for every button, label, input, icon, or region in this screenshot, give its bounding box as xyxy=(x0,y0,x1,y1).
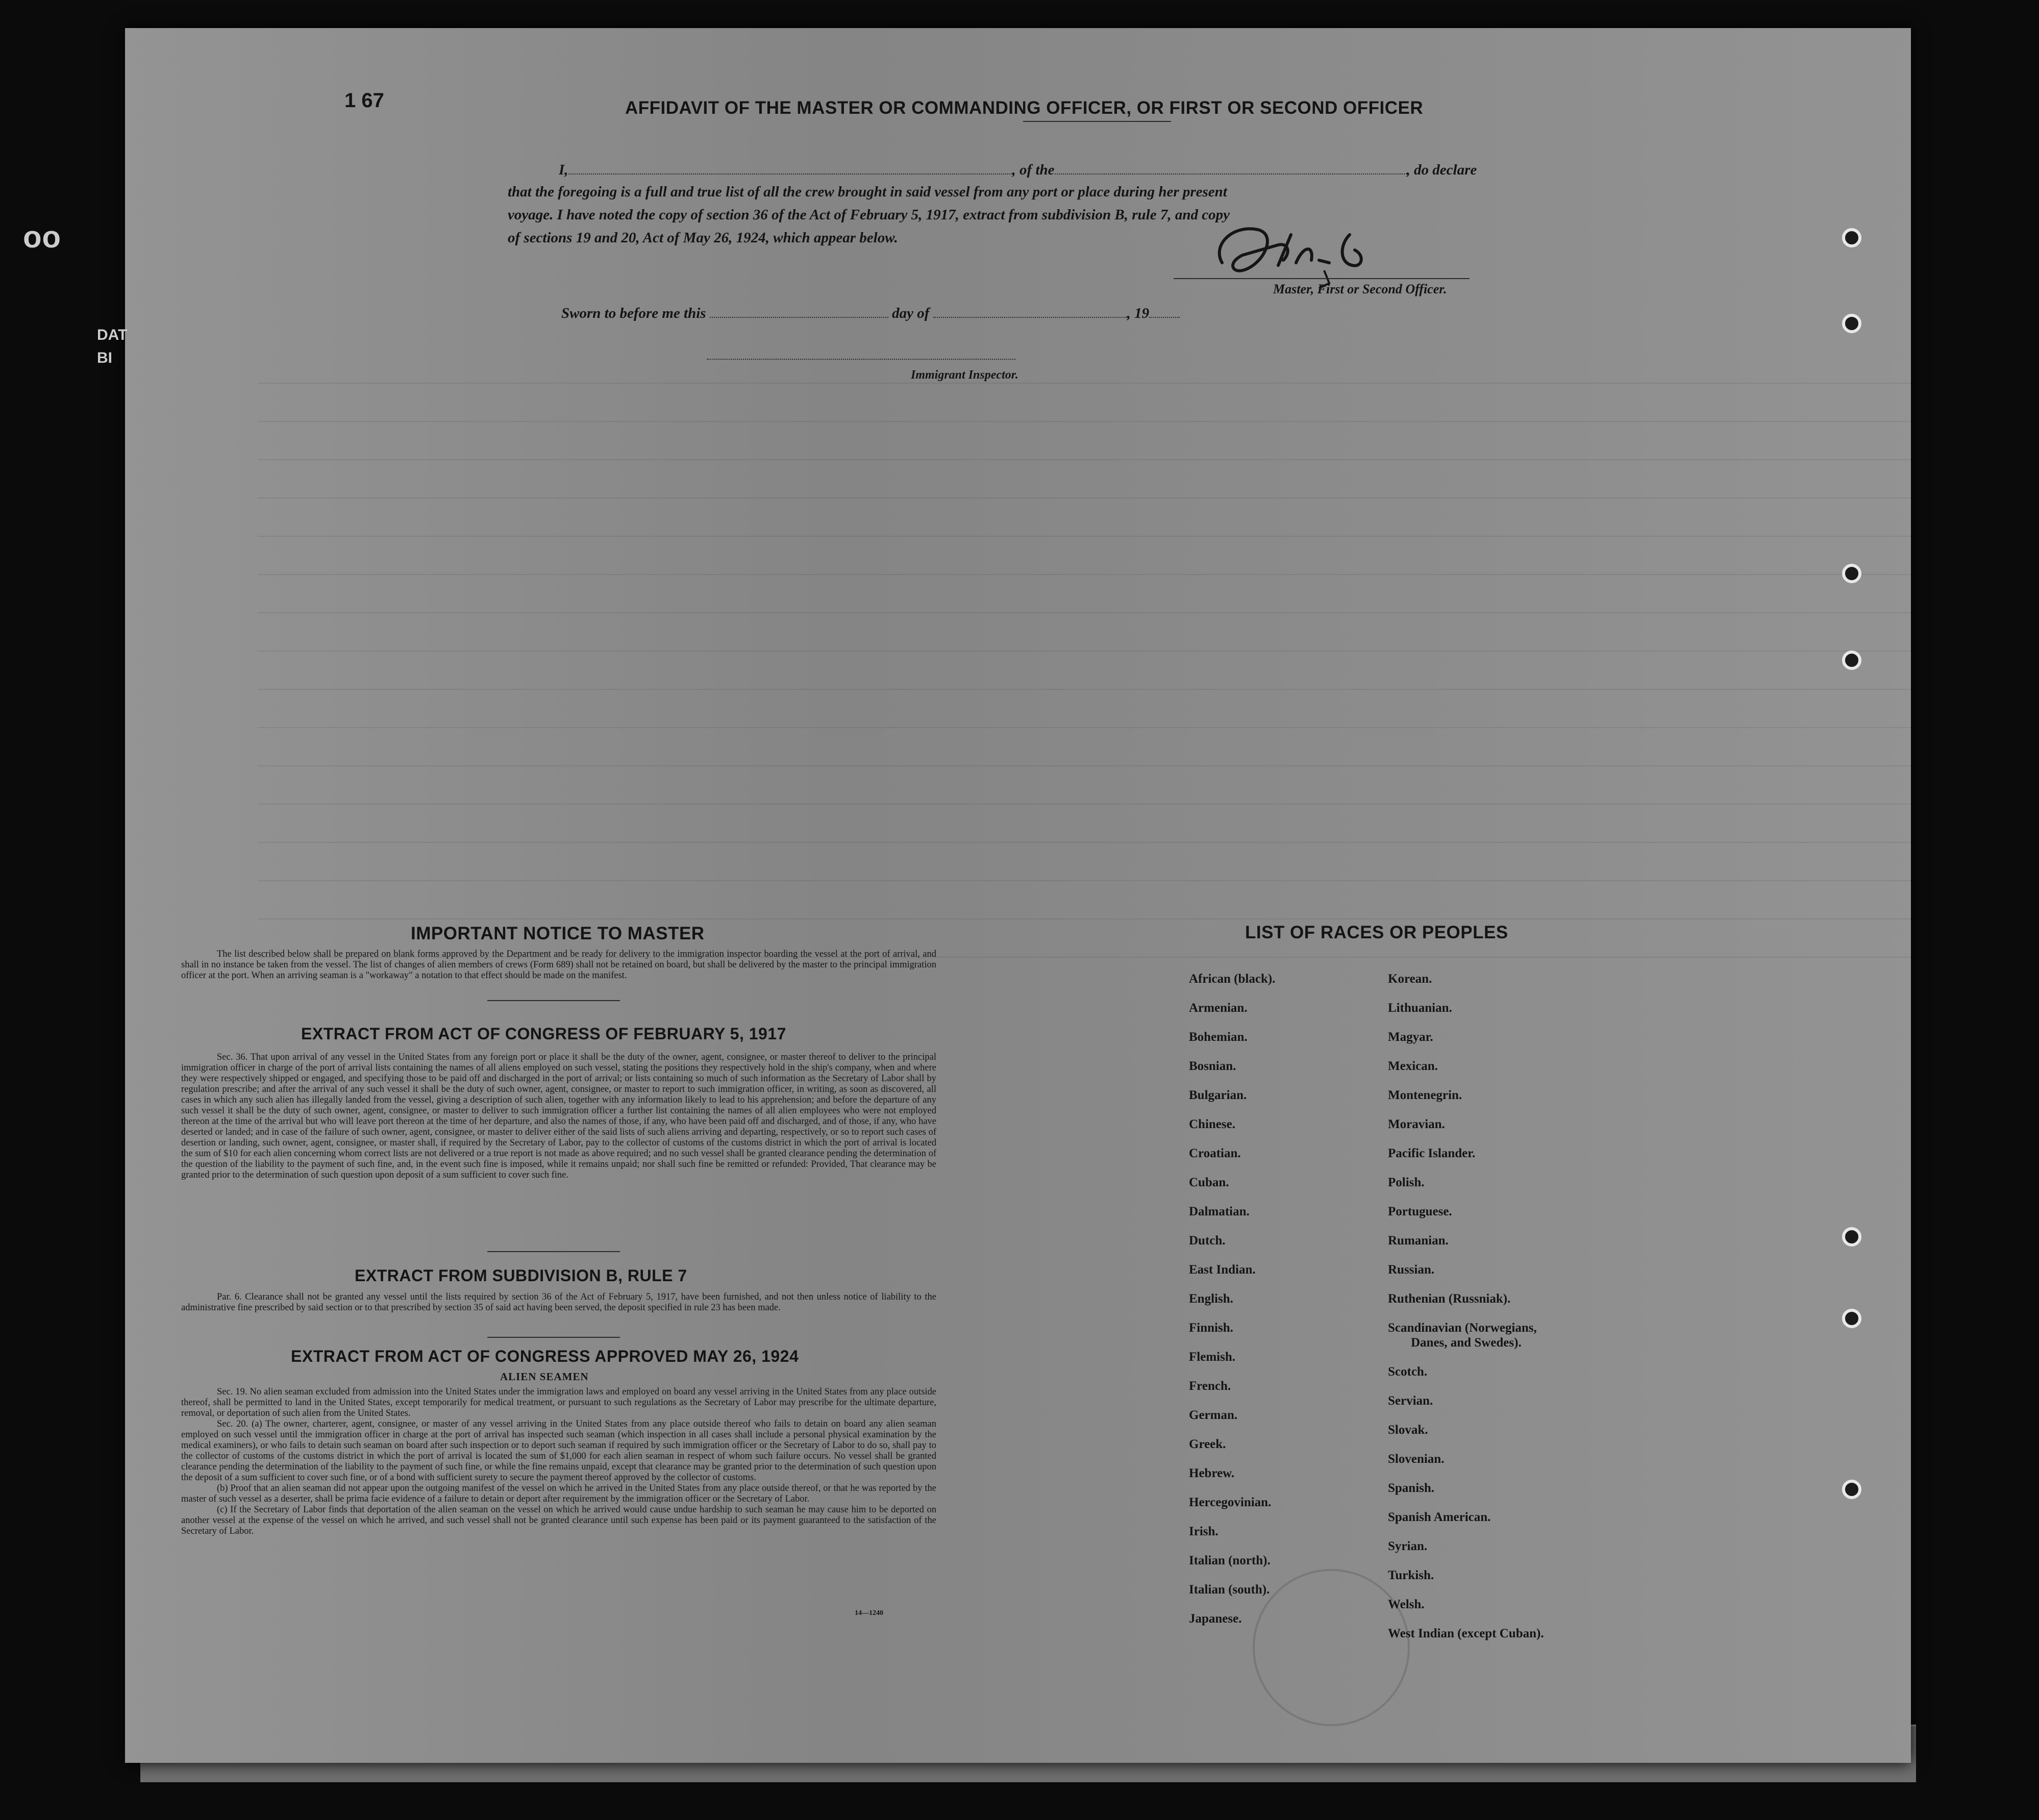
affidavit-line-4: of sections 19 and 20, Act of May 26, 1924, which appear below. xyxy=(508,230,898,246)
master-signature xyxy=(1202,214,1396,291)
notice-body: The list described below shall be prepared on blank forms approved by the Department and be ready for delivery to the immigration inspector boarding the vessel at the port of arrival, and shall in no instance be taken from the vessel. The list of changes of alien members of crews (Form 689) shall not be retained on board, but shall be delivered by the master to the principal immigration officer at the port. When an arriving seaman is a "workaway" a notation to that effect should be made on the manifest. xyxy=(181,949,936,981)
extract-rule7-body: Par. 6. Clearance shall not be granted any vessel until the lists required by section 36 of the Act of February 5, 1917, have been furnished, and not then unless notice of liability to the administrative fine prescribed by said section or to that prescribed by section 35 of said act having been served, the deposit specified in rule 23 has been made. xyxy=(181,1292,936,1313)
race-item: Japanese. xyxy=(1189,1612,1242,1626)
race-item: Syrian. xyxy=(1388,1539,1428,1553)
race-item: Finnish. xyxy=(1189,1321,1233,1335)
extract-1917-title: EXTRACT FROM ACT OF CONGRESS OF FEBRUARY 5, 1917 xyxy=(301,1025,786,1043)
race-item: Bulgarian. xyxy=(1189,1088,1247,1102)
races-title: LIST OF RACES OR PEOPLES xyxy=(1245,923,1508,942)
section-19-text: Sec. 19. No alien seaman excluded from admission into the United States under the immigration laws and employed on board any vessel arriving in the United States from any place outside thereof, shall be permitted to land in the United States, except temporarily for medical treatment, or pursuant to such regulations as the Secretary of Labor may prescribe for the ultimate departure, removal, or deportation of such alien from the United States. xyxy=(181,1387,936,1418)
race-item: Bohemian. xyxy=(1189,1030,1248,1044)
race-item: African (black). xyxy=(1189,972,1276,986)
signer-caption: Master, First or Second Officer. xyxy=(1273,282,1447,296)
race-item: Portuguese. xyxy=(1388,1205,1452,1218)
race-item: Mexican. xyxy=(1388,1059,1438,1073)
race-item: German. xyxy=(1189,1408,1238,1422)
section-20a-text: Sec. 20. (a) The owner, charterer, agent, consignee, or master of any vessel arriving in the United States from any place outside thereof who fails to detain on board any alien seaman employed on such vessel until the immigration officer in charge at the port of arrival has inspected such seaman (which inspection in all cases shall include a personal physical examination by the medical examiners), or who fails to detain such seaman on board after such inspection or to deport such seaman if required by such immigration officer or the Secretary of Labor to do so, shall pay to the collector of customs of the customs district in which the port of arrival is located the sum of $1,000 for each alien seaman in respect of whom such failure occurs. No vessel shall be granted clearance pending the determination of the liability to the payment of such fine, or while the fine remains unpaid, except that clearance may be granted prior to the determination of such question upon the deposit of a sum sufficient to cover such fine, or of a bond with sufficient surety to secure the payment thereof approved by the collector of customs. xyxy=(181,1419,936,1483)
manifest-page xyxy=(125,28,1911,1763)
race-item: Flemish. xyxy=(1189,1350,1235,1364)
race-item: Dutch. xyxy=(1189,1234,1226,1248)
section-20b-text: (b) Proof that an alien seaman did not appear upon the outgoing manifest of the vessel on which he arrived in the United States from any place outside thereof, or that he was reported by the master of such vessel as a deserter, shall be prima facie evidence of a failure to detain or deport after requirement by the immigration officer or the Secretary of Labor. xyxy=(181,1483,936,1504)
punch-hole xyxy=(1842,314,1861,333)
punch-hole xyxy=(1842,1309,1861,1328)
race-item: Montenegrin. xyxy=(1388,1088,1462,1102)
affidavit-line-1: I, , of the , do declare xyxy=(559,162,1477,178)
adjacent-page-label: DAT xyxy=(97,327,128,343)
affidavit-line-2: that the foregoing is a full and true list of all the crew brought in said vessel from any port or place during her present xyxy=(508,184,1227,200)
race-item: Hebrew. xyxy=(1189,1466,1235,1480)
race-item: Italian (north). xyxy=(1189,1554,1271,1567)
race-item: Russian. xyxy=(1388,1263,1435,1277)
race-item: French. xyxy=(1189,1379,1231,1393)
sworn-line: Sworn to before me this day of , 19 xyxy=(561,305,1180,322)
race-item: Spanish. xyxy=(1388,1481,1435,1495)
adjacent-page-label: BI xyxy=(97,350,112,366)
extract-rule7-title: EXTRACT FROM SUBDIVISION B, RULE 7 xyxy=(355,1266,687,1285)
alien-seamen-subtitle: ALIEN SEAMEN xyxy=(500,1370,589,1383)
punch-hole xyxy=(1842,564,1861,583)
race-item: Ruthenian (Russniak). xyxy=(1388,1292,1511,1306)
punch-hole xyxy=(1842,1227,1861,1246)
race-item: Scotch. xyxy=(1388,1365,1428,1379)
race-item: Croatian. xyxy=(1189,1146,1241,1160)
race-item: East Indian. xyxy=(1189,1263,1256,1277)
race-item: Magyar. xyxy=(1388,1030,1433,1044)
race-item: Rumanian. xyxy=(1388,1234,1449,1248)
section-20c-text: (c) If the Secretary of Labor finds that deportation of the alien seaman on the vessel on which he arrived would cause undue hardship to such seaman he may cause him to be deported on another vessel at the expense of the vessel on which he arrived, and such vessel shall not be granted clearance until such expense has been paid or its payment guaranteed to the satisfaction of the Secretary of Labor. xyxy=(181,1505,936,1536)
race-item: Armenian. xyxy=(1189,1001,1248,1015)
race-item: Spanish American. xyxy=(1388,1510,1491,1524)
punch-hole xyxy=(1842,651,1861,670)
race-item: Cuban. xyxy=(1189,1176,1229,1189)
race-item: Pacific Islander. xyxy=(1388,1146,1476,1160)
race-item: Korean. xyxy=(1388,972,1432,986)
race-item: Danes, and Swedes). xyxy=(1411,1336,1522,1350)
race-item: Hercegovinian. xyxy=(1189,1495,1272,1509)
race-item: Irish. xyxy=(1189,1525,1219,1538)
race-item: Polish. xyxy=(1388,1176,1425,1189)
inspector-caption: Immigrant Inspector. xyxy=(911,368,1018,382)
race-item: Servian. xyxy=(1388,1394,1433,1408)
extract-1924-body xyxy=(181,1387,936,1537)
race-item: Bosnian. xyxy=(1189,1059,1236,1073)
affidavit-title: AFFIDAVIT OF THE MASTER OR COMMANDING OFFICER, OR FIRST OR SECOND OFFICER xyxy=(625,98,1424,118)
race-item: Greek. xyxy=(1189,1437,1226,1451)
race-item: Chinese. xyxy=(1189,1117,1235,1131)
race-item: Italian (south). xyxy=(1189,1583,1270,1597)
extract-1917-body: Sec. 36. That upon arrival of any vessel in the United States from any foreign port or place it shall be the duty of the owner, agent, consignee, or master thereof to deliver to the principal immigration officer in charge of the port of arrival lists containing the names of all aliens employed on such vessel, stating the positions they respectively hold in the ship's company, when and where they were respectively shipped or engaged, and specifying those to be paid off and discharged in the port of arrival; or lists containing so much of such information as the Secretary of Labor shall by regulation prescribe; and after the arrival of any such vessel it shall be the duty of such owner, agent, consignee, or master to report to such immigration officer, in writing, as soon as discovered, all cases in which any such alien has illegally landed from the vessel, giving a description of such alien, together with any information likely to lead to his apprehension; and before the departure of any such vessel it shall be the duty of such owner, agent, consignee, or master to deliver to such immigration officer a further list containing the names of all alien employees who were not employed thereon at the time of the arrival but who will leave port thereon at the time of her departure, and also the names of those, if any, who have been paid off and discharged, and of those, if any, who have deserted or landed; and in case of the failure of such owner, agent, consignee, or master to deliver either of the said lists of such aliens arriving and departing, respectively, or so to report such cases of desertion or landing, such owner, agent, consignee, or master shall, if required by the Secretary of Labor, pay to the collector of customs of the customs district in which the port of arrival is located the sum of $10 for each alien concerning whom correct lists are not delivered or a true report is not made as above required; and no such vessel shall be granted clearance pending the determination of the question of the liability to the payment of such fine, and, in the event such fine is imposed, while it remains unpaid; nor shall such fine be remitted or refunded: Provided, That clearance may be granted prior to the determination of such question upon deposit of a sum sufficient to cover such fine. xyxy=(181,1052,936,1180)
race-item: Moravian. xyxy=(1388,1117,1445,1131)
race-item: Slovak. xyxy=(1388,1423,1428,1437)
notice-title: IMPORTANT NOTICE TO MASTER xyxy=(411,924,705,943)
adjacent-page-marks: o o xyxy=(23,220,57,254)
margin-mark-number: 1 67 xyxy=(344,89,384,112)
race-item: Dalmatian. xyxy=(1189,1205,1250,1218)
faint-stamp-seal xyxy=(1253,1569,1410,1726)
affidavit-line-3: voyage. I have noted the copy of section 36 of the Act of February 5, 1917, extract from subdivision B, rule 7, and copy xyxy=(508,207,1230,223)
punch-hole xyxy=(1842,228,1861,247)
race-item: Slovenian. xyxy=(1388,1452,1445,1466)
punch-hole xyxy=(1842,1480,1861,1499)
race-item: West Indian (except Cuban). xyxy=(1388,1627,1544,1640)
form-number: 14—1240 xyxy=(855,1609,883,1617)
extract-1924-title: EXTRACT FROM ACT OF CONGRESS APPROVED MAY 26, 1924 xyxy=(291,1347,799,1365)
race-item: Scandinavian (Norwegians, xyxy=(1388,1321,1537,1335)
race-item: English. xyxy=(1189,1292,1233,1306)
race-item: Lithuanian. xyxy=(1388,1001,1452,1015)
race-item: Welsh. xyxy=(1388,1598,1425,1611)
race-item: Turkish. xyxy=(1388,1568,1434,1582)
